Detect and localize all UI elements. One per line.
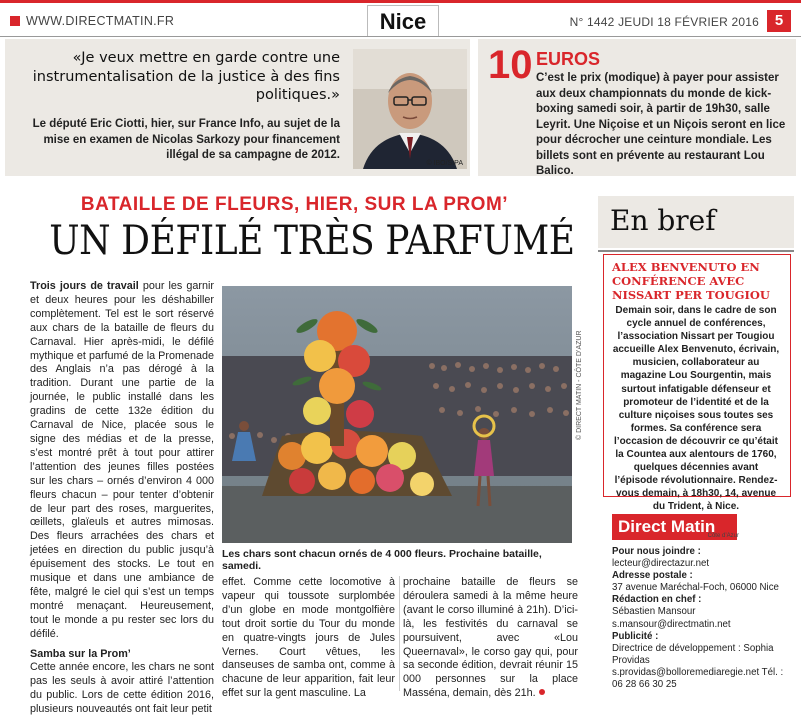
contact-info <box>612 546 792 691</box>
photo-credit: © DIRECT MATIN - CÔTE D’AZUR <box>576 330 583 440</box>
euros-number: 10 <box>488 43 533 87</box>
portrait-photo <box>353 49 467 169</box>
editor-value[interactable]: Sébastien Mansour s.mansour@directmatin.net <box>612 606 731 630</box>
portrait-illustration <box>353 49 467 169</box>
quote-caption: Le député Eric Ciotti, hier, sur France Info, au sujet de la mise en examen de Nicolas Sarkozy pour financement illégal de sa campagne de 2012. <box>32 118 340 161</box>
quote-panel <box>5 39 470 176</box>
article-column-2: effet. Comme cette locomotive à vapeur qui toussote surplombée d’un globe en mode montgolfière tout droit sortie du Tour du monde en quatre-vingts jours de Jules Vernes. Court vêtues, les danseuses de samba ont, comme à chacune de leur apparition, fait leur effet sur la gent masculine. La <box>222 576 395 700</box>
section-city-tab: Nice <box>367 5 439 37</box>
carnival-illustration <box>222 286 572 543</box>
euros-panel <box>478 39 796 176</box>
article-col3-text: prochaine bataille de fleurs se déroulera samedi à la même heure (avant le corso illuminé à 21h). D’ici-là, les festivités du carnaval se poursuivent, avec «Lou Queernaval», le corso gay qui, pour sa seconde édition, devrait réunir 15 000 personnes sur la place Masséna, demain, dès 21h. <box>403 576 578 700</box>
header-accent-line <box>0 0 801 3</box>
article-column-1 <box>30 280 214 717</box>
photo-caption: Les chars sont chacun ornés de 4 000 fleurs. Prochaine bataille, samedi. <box>222 548 542 572</box>
advertising-value[interactable]: Directrice de développement : Sophia Providas s.providas@bolloremediaregie.net Tél. : 06 28 66 30 25 <box>612 642 784 691</box>
contact-email[interactable]: lecteur@directazur.net <box>612 558 710 570</box>
issue-dateline: N° 1442 JEUDI 18 FÉVRIER 2016 <box>569 15 759 29</box>
article-lead: Trois jours de travail <box>30 280 139 292</box>
en-bref-rule <box>598 250 794 252</box>
logo-text: Direct Matin <box>618 517 716 536</box>
quote-text: «Je veux mettre en garde contre une instrumentalisation de la justice à des fins politiques.» <box>32 50 340 103</box>
article-column-3 <box>403 576 578 701</box>
article-headline: UN DÉFILÉ TRÈS PARFUMÉ <box>49 218 575 264</box>
logo-subtitle: Côte d’Azur <box>707 533 739 539</box>
carnival-photo <box>222 286 572 543</box>
en-bref-sidebar <box>598 196 794 696</box>
portrait-credit: © IBO/SIPA <box>426 160 463 167</box>
en-bref-title: En bref <box>610 204 716 237</box>
column-divider <box>399 576 400 691</box>
site-url-text[interactable]: WWW.DIRECTMATIN.FR <box>26 14 175 28</box>
brief-item-headline: ALEX BENVENUTO EN CONFÉRENCE AVEC NISSART PER TOUGIOU <box>612 260 770 302</box>
contact-label: Pour nous joindre : <box>612 546 701 557</box>
article-col1-text: pour les garnir et deux heures pour les déshabiller complètement. Tel est le sort réservé aux chars de la bataille de fleurs du Carnaval. Hier après-midi, le défilé mythique et parfumé de la Promenade des Anglais n’a pas dérogé à la tradition. Durant une partie de la journée, le public installé dans les gradins de cette 132e édition du Carnaval de Nice, placée sous le signe des médias et de la presse, s’est montré prêt à tout pour attirer l’attention des jeunes filles postées sur les chars – ornés d’environ 4 000 fleurs chacun – pour tenter d’obtenir de leur part des roses, marguerites, œillets, glaïeuls et autres mimosas. Des fleurs arrachées des chars et jetées en direction du public jusqu’à épuisement des stocks. Le tout en musique et dans une ambiance de fête, malgré le ciel qui s’est un temps montré menaçant. Heureusement, tout le monde a pu rester sec lors du défilé. <box>30 280 214 640</box>
advertising-label: Publicité : <box>612 630 659 642</box>
article-col1-tail: Cette année encore, les chars ne sont pas les seuls à avoir attiré l’attention du public. Lors de cette édition 2016, plusieurs nouveautés ont fait leur petit <box>30 661 214 716</box>
euros-text: C’est le prix (modique) à payer pour assister aux deux championnats du monde de kick-boxing samedi soir, à partir de 19h30, salle Leyrit. Une Niçoise et un Niçois seront en lice pour décrocher une ceinture mondiale. Les billets sont en prévente au restaurant Lou Balico. <box>536 72 786 177</box>
euros-unit: EUROS <box>536 49 601 69</box>
address-label: Adresse postale : <box>612 570 693 582</box>
address-value: 37 avenue Maréchal-Foch, 06000 Nice <box>612 582 779 594</box>
page-header <box>0 0 801 38</box>
article-kicker: BATAILLE DE FLEURS, HIER, SUR LA PROM’ <box>80 194 509 215</box>
direct-matin-logo <box>612 514 737 540</box>
end-mark-icon <box>539 689 545 695</box>
brief-item-body: Demain soir, dans le cadre de son cycle annuel de conférences, l’association Nissart per Tougiou accueille Alex Benvenuto, écrivain, musicien, collaborateur au magazine Lou Sourgentin, mais surtout infatigable défenseur et promoteur de l’identité et de la culture niçoises sous toutes ses formes. Sa conférence sera l’occasion de découvrir ce qu’était la Countea aux alentours de 1760, quelques décennies avant l’épisode révolutionnaire. Rendez-vous demain, à 18h30, 14, avenue du Trident, à Nice. <box>612 305 780 513</box>
square-icon <box>10 16 20 26</box>
editor-label: Rédaction en chef : <box>612 594 702 606</box>
site-url[interactable] <box>10 14 174 28</box>
page-number-badge: 5 <box>767 10 791 32</box>
article-subhead: Samba sur la Prom’ <box>30 647 131 660</box>
header-divider <box>0 36 801 37</box>
